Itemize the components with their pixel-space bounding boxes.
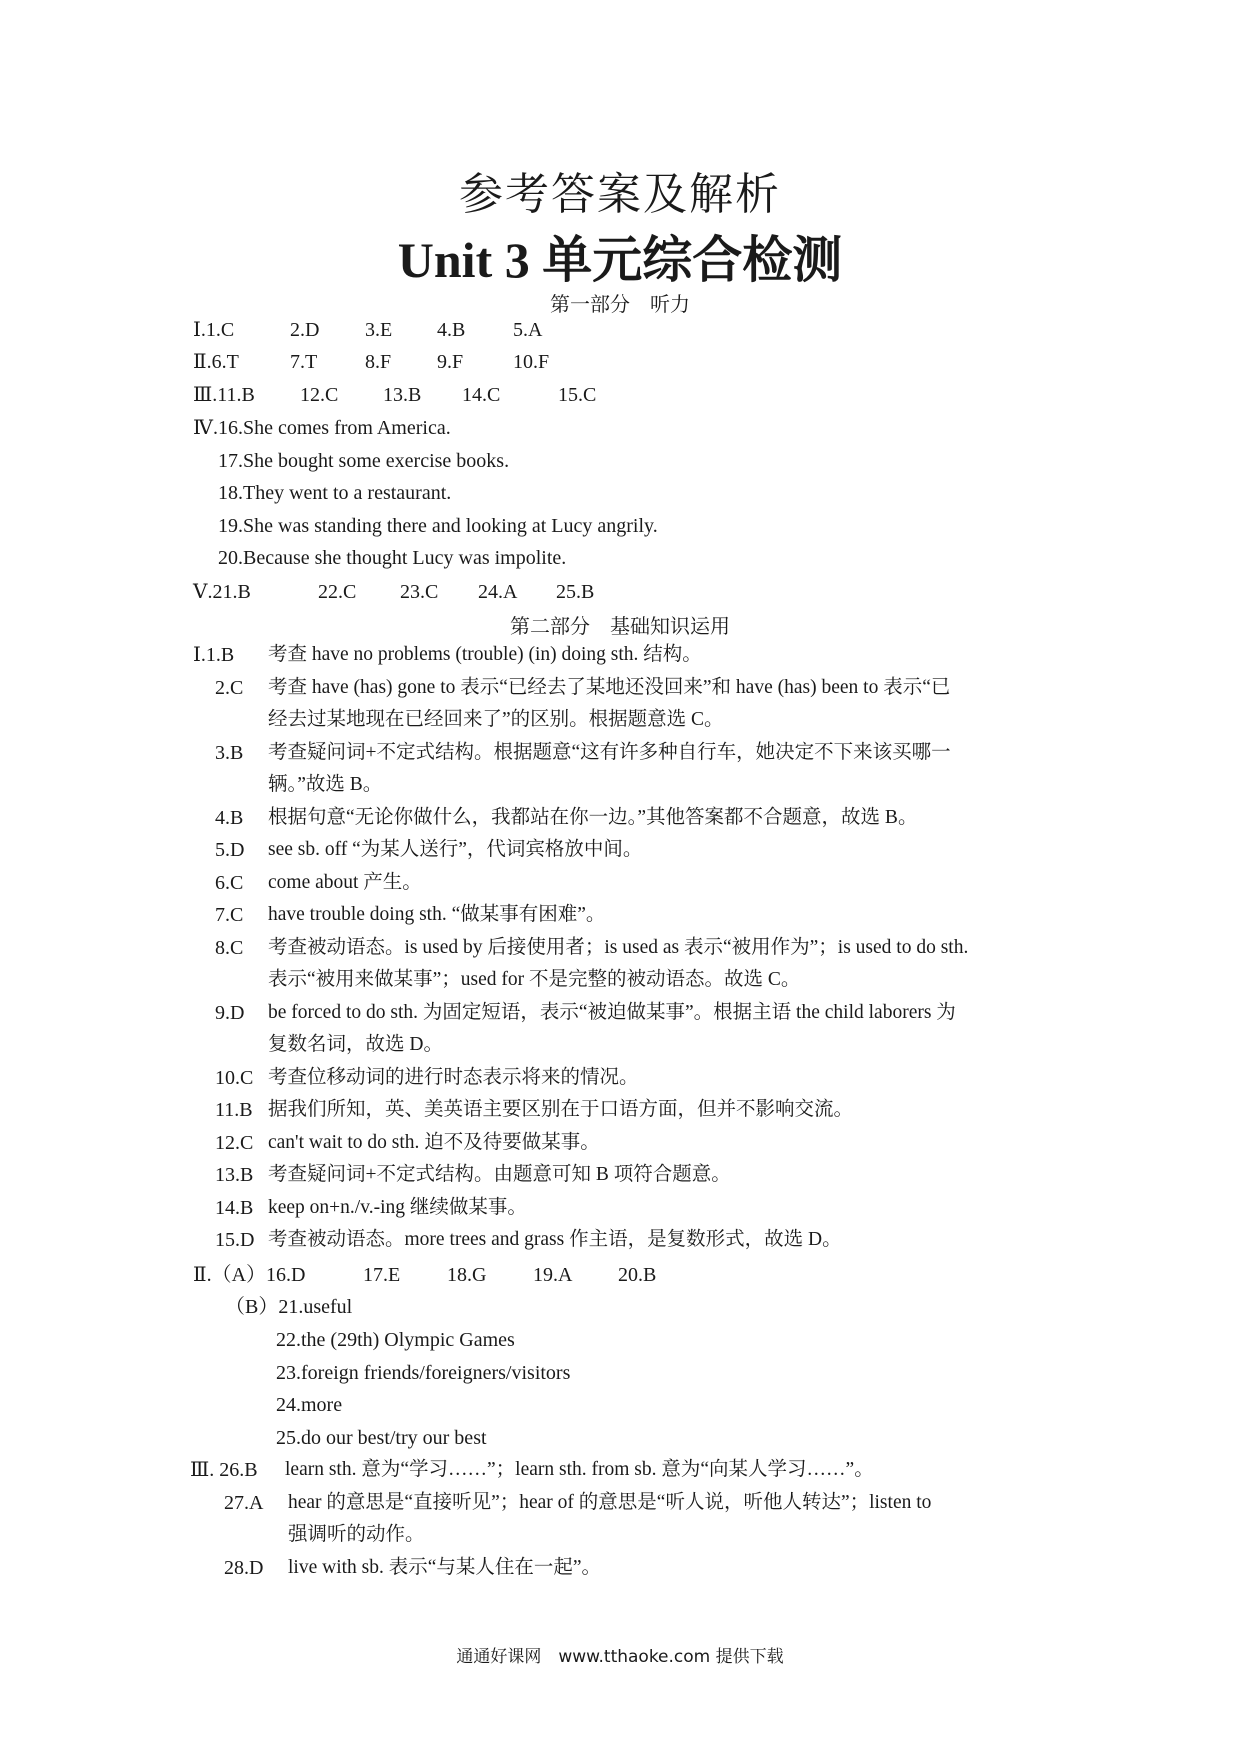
answer-number: 15.D — [215, 1229, 255, 1251]
answer-item: 14.C — [462, 384, 501, 406]
answer-item: 12.C — [300, 384, 339, 406]
answer-number: 7.C — [215, 904, 244, 926]
page-footer: 通通好课网 www.tthaoke.com 提供下载 — [456, 1647, 784, 1667]
answer-item: 13.B — [383, 384, 422, 406]
answer-number: 11.B — [215, 1099, 253, 1121]
part1-heading: 第一部分 听力 — [550, 292, 690, 316]
answer-item: 23.C — [400, 581, 439, 603]
answer-number: 10.C — [215, 1066, 254, 1089]
answer-item: Ⅴ.21.B — [193, 581, 251, 603]
answer-item: 20.B — [618, 1264, 657, 1286]
part2-heading: 第二部分 基础知识运用 — [510, 614, 730, 638]
answer-explanation: 考查 have no problems (trouble) (in) doing sth. 结构。 — [268, 644, 702, 665]
answer-item: 22.C — [318, 581, 357, 603]
answer-number: 4.B — [215, 806, 244, 829]
answer-number: 6.C — [215, 871, 244, 894]
answer-explanation: 考查疑问词+不定式结构。根据题意“这有许多种自行车，她决定不下来该买哪一 — [268, 741, 951, 763]
answer-explanation: can't wait to do sth. 迫不及待要做某事。 — [268, 1131, 600, 1153]
answer-item: 7.T — [290, 351, 318, 373]
answer-number: 8.C — [215, 936, 244, 959]
answer-explanation: 经去过某地现在已经回来了”的区别。根据题意选 C。 — [268, 709, 724, 730]
page-title: 参考答案及解析 — [459, 169, 781, 220]
answer-line: 23.foreign friends/foreigners/visitors — [276, 1361, 571, 1384]
answer-number: 2.C — [215, 676, 244, 699]
answer-explanation: 考查被动语态。is used by 后接使用者；is used as 表示“被用作为”；is used to do sth. — [268, 936, 969, 958]
answer-item: 18.G — [447, 1264, 487, 1286]
answer-explanation: 考查 have (has) gone to 表示“已经去了某地还没回来”和 have (has) been to 表示“已 — [268, 676, 951, 698]
answer-explanation: hear 的意思是“直接听见”；hear of 的意思是“听人说，听他人转达”；listen to — [288, 1491, 932, 1513]
answer-item: 19.A — [533, 1264, 573, 1286]
answer-line: 25.do our best/try our best — [276, 1426, 487, 1449]
answer-explanation: live with sb. 表示“与某人住在一起”。 — [288, 1556, 602, 1578]
answer-line: 22.the (29th) Olympic Games — [276, 1329, 515, 1351]
answer-item: 9.F — [437, 351, 464, 373]
answer-explanation: learn sth. 意为“学习……”；learn sth. from sb. 意为“向某人学习……”。 — [285, 1459, 874, 1480]
answer-item: 17.E — [363, 1264, 401, 1286]
answer-explanation: 根据句意“无论你做什么，我都站在你一边。”其他答案都不合题意，故选 B。 — [268, 806, 918, 828]
answer-line: 24.more — [276, 1394, 343, 1416]
answer-line: 19.She was standing there and looking at Lucy angrily. — [218, 514, 658, 537]
answer-item: Ⅰ.1.C — [193, 319, 235, 341]
answer-item: 10.F — [513, 351, 550, 373]
answer-number: 27.A — [224, 1491, 264, 1514]
answer-explanation: keep on+n./v.-ing 继续做某事。 — [268, 1196, 527, 1218]
answer-item: 3.E — [365, 319, 393, 341]
answer-number: 14.B — [215, 1196, 254, 1219]
answer-item: 4.B — [437, 319, 466, 341]
answer-line: 18.They went to a restaurant. — [218, 482, 452, 504]
answer-item: 25.B — [556, 581, 595, 603]
answer-explanation: 考查位移动词的进行时态表示将来的情况。 — [268, 1066, 639, 1088]
answer-line: 17.She bought some exercise books. — [218, 449, 510, 472]
answer-explanation: 据我们所知，英、美英语主要区别在于口语方面，但并不影响交流。 — [268, 1099, 854, 1120]
answer-explanation: 辆。”故选 B。 — [268, 774, 383, 795]
answer-item: 2.D — [290, 319, 320, 341]
answer-number: 12.C — [215, 1131, 254, 1154]
page-subtitle: Unit 3 单元综合检测 — [397, 232, 843, 288]
answer-explanation: be forced to do sth. 为固定短语，表示“被迫做某事”。根据主语 the child laborers 为 — [268, 1001, 956, 1023]
answer-item: Ⅱ.（A）16.D — [193, 1264, 306, 1286]
answer-number: 5.D — [215, 839, 245, 861]
answer-item: 24.A — [478, 581, 518, 603]
answer-number: 9.D — [215, 1001, 245, 1024]
answer-item: 5.A — [513, 319, 543, 341]
answer-item: Ⅱ.6.T — [193, 351, 239, 373]
answer-number: 13.B — [215, 1164, 254, 1186]
answer-explanation: 强调听的动作。 — [288, 1524, 425, 1545]
answer-explanation: 考查疑问词+不定式结构。由题意可知 B 项符合题意。 — [268, 1164, 731, 1185]
answer-explanation: 表示“被用来做某事”；used for 不是完整的被动语态。故选 C。 — [268, 969, 801, 990]
answer-explanation: 考查被动语态。more trees and grass 作主语，是复数形式，故选 D。 — [268, 1229, 842, 1250]
answer-line: 20.Because she thought Lucy was impolite. — [218, 547, 567, 569]
answer-number: Ⅰ.1.B — [193, 644, 235, 666]
answer-explanation: see sb. off “为某人送行”，代词宾格放中间。 — [268, 839, 643, 860]
answer-number: Ⅲ. 26.B — [190, 1459, 258, 1481]
answer-explanation: have trouble doing sth. “做某事有困难”。 — [268, 904, 606, 925]
answer-item: 8.F — [365, 351, 392, 373]
answer-item: 15.C — [558, 384, 597, 406]
answer-line: （B）21.useful — [225, 1296, 353, 1318]
answer-explanation: come about 产生。 — [268, 871, 422, 893]
answer-item: Ⅲ.11.B — [193, 384, 255, 406]
answer-number: 3.B — [215, 741, 244, 764]
answer-explanation: 复数名词，故选 D。 — [268, 1034, 443, 1055]
answer-number: 28.D — [224, 1556, 264, 1579]
answer-line: Ⅳ.16.She comes from America. — [193, 417, 451, 439]
